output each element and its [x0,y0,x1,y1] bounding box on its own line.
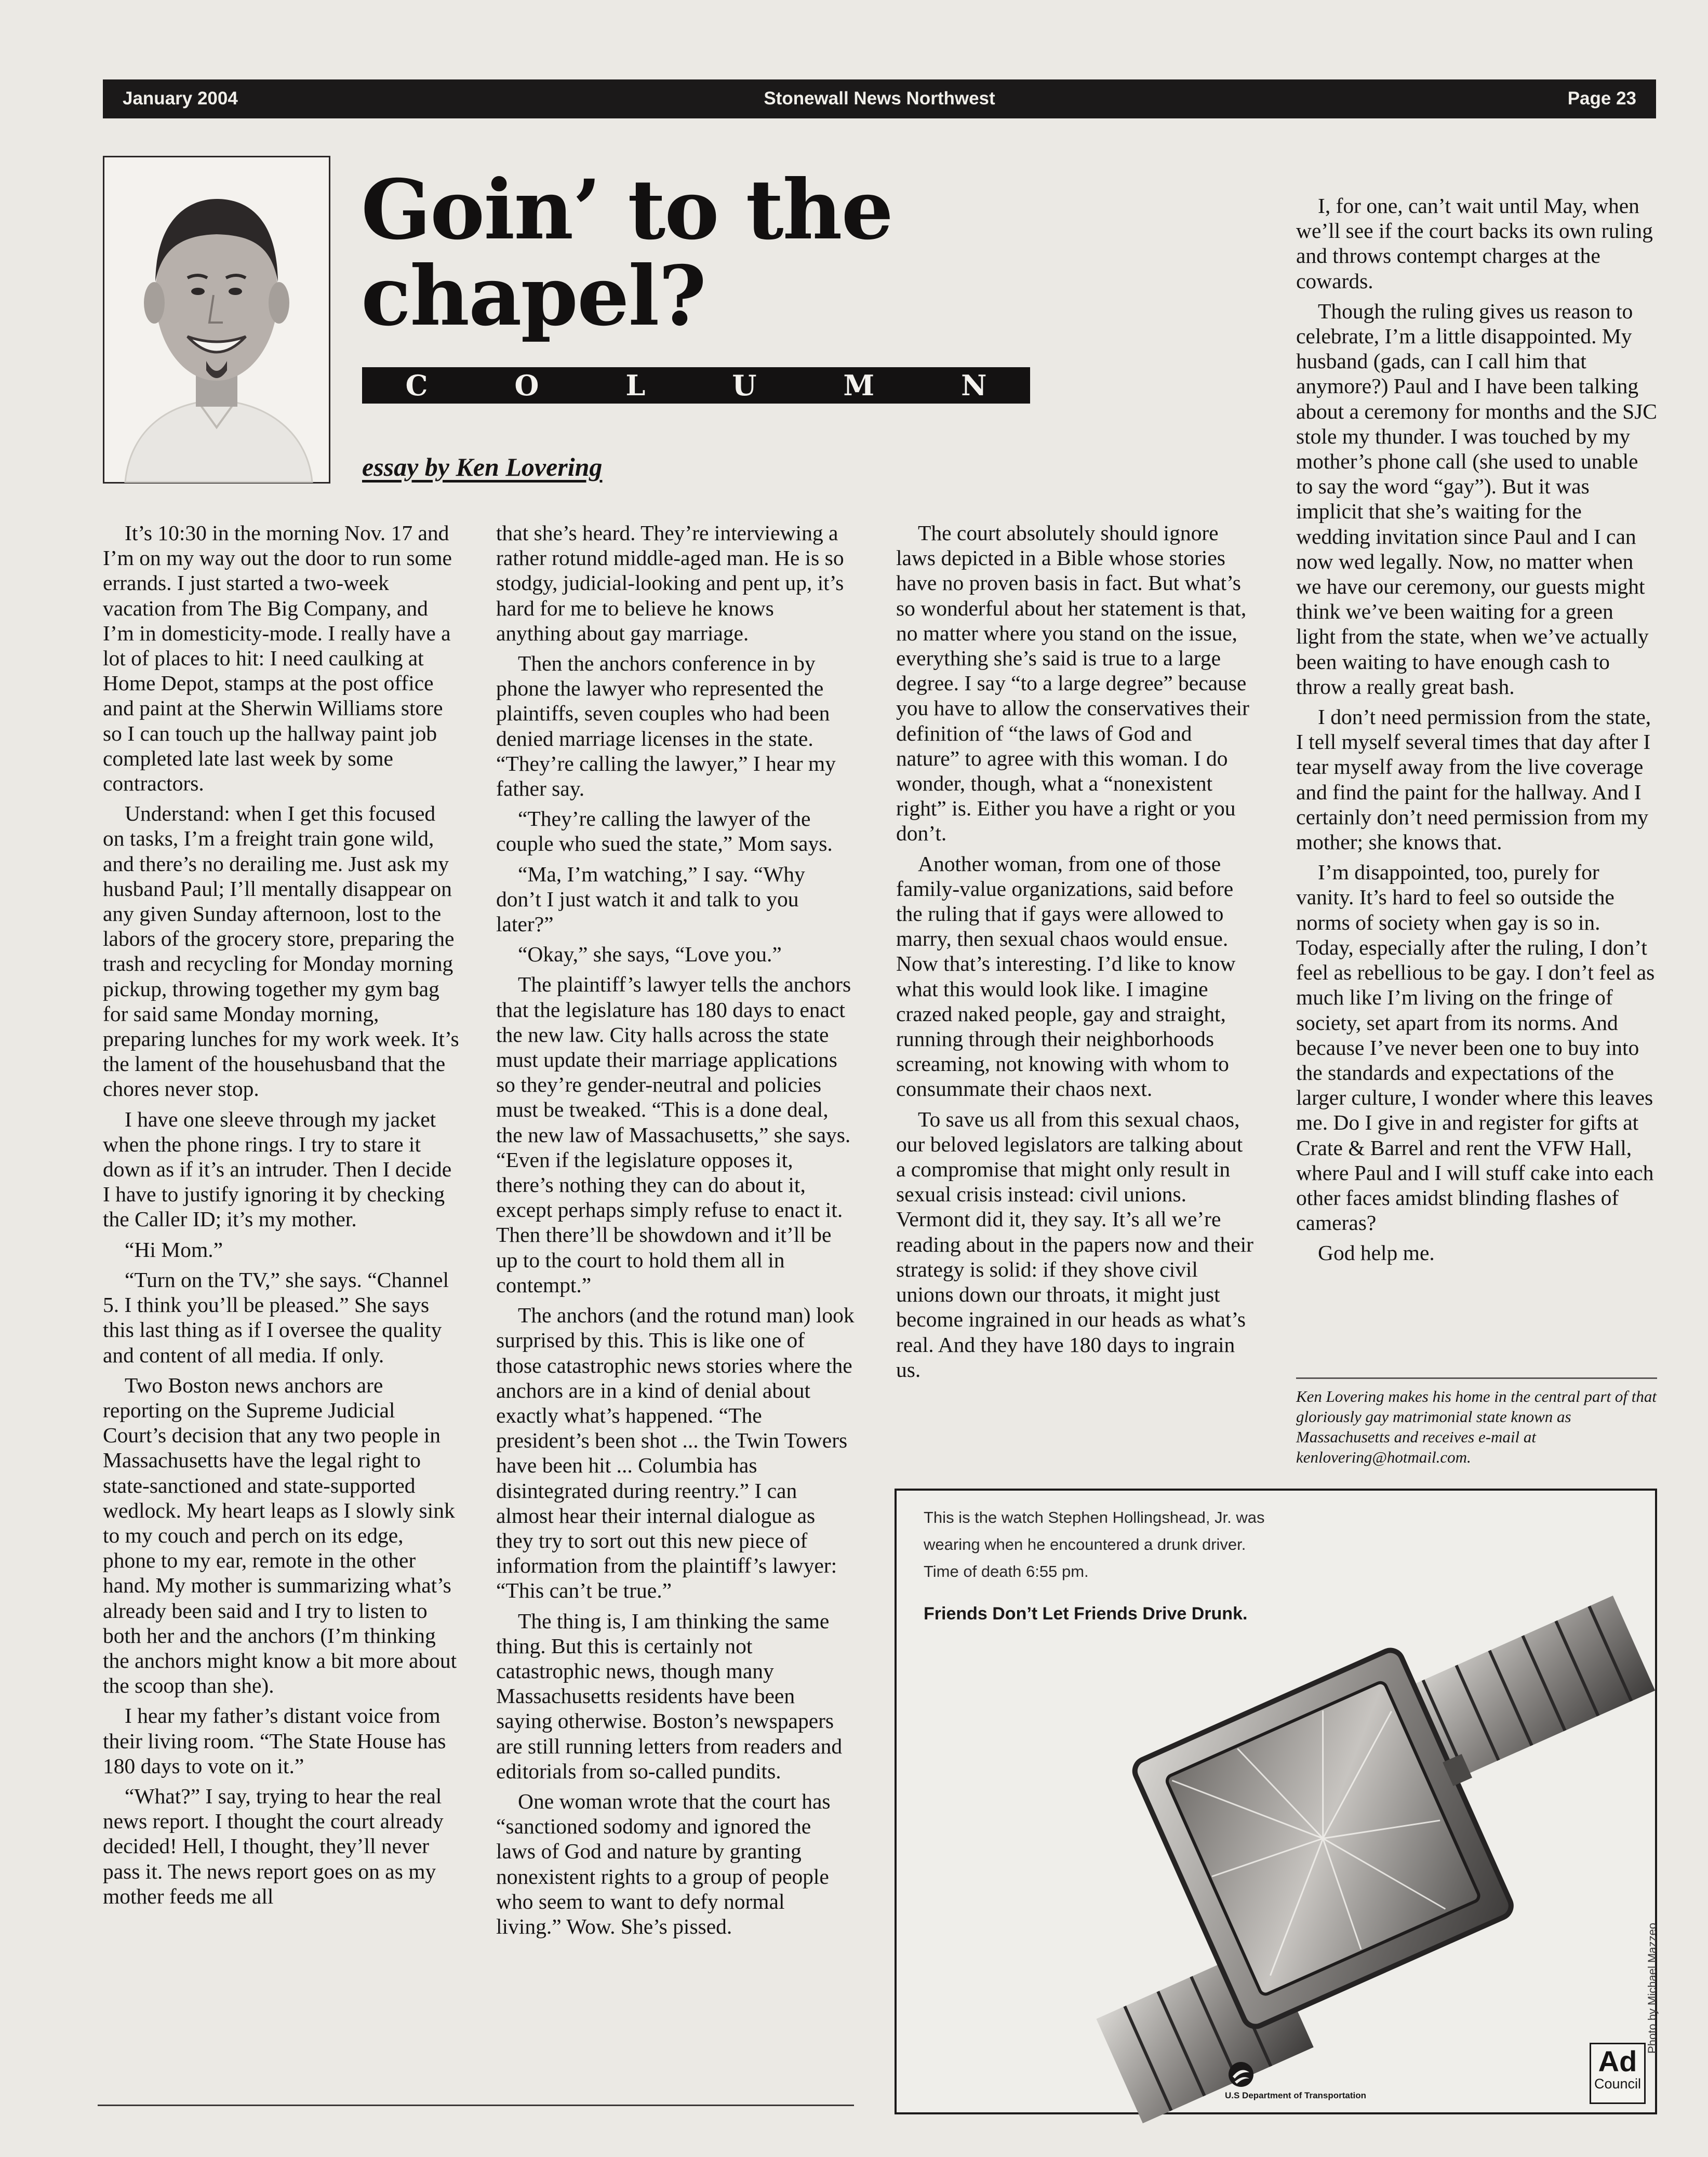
article-column-2 [496,520,855,1944]
paragraph: I don’t need permission from the state, I tell myself several times that day after I tear myself away from the live coverage and find the paint for the hallway. And I certainly don’t need permission from my mother; she knows that. [1296,705,1651,854]
paragraph: “Turn on the TV,” she says. “Channel 5. I think you’ll be pleased.” She says this last thing as if I oversee the quality and content of all media. If only. [103,1267,449,1367]
column-letter: M [843,369,875,402]
paragraph: I have one sleeve through my jacket when the phone rings. I try to stare it down as if it’s an intruder. Then I decide I have to justify ignoring it by checking the Caller ID; it’s my mother. [103,1107,452,1231]
ad-line: This is the watch Stephen Hollingshead, Jr. was [924,1508,1265,1526]
article-headline: Goin’ to the chapel? [361,162,892,344]
paragraph: It’s 10:30 in the morning Nov. 17 and I’m on my way out the door to run some errands. I just started a two-week vacation from The Big Company, and I’m in domesticity-mode. I really have a lot of places to hit: I need caulking at Home Depot, stamps at the post office and paint at the Sherwin Williams store so I can touch up the hallway paint job completed late last week by some contractors. [103,521,452,796]
author-photo [103,156,330,484]
article-column-4 [1296,193,1657,1271]
ad-line: Time of death 6:55 pm. [924,1562,1089,1580]
paragraph: Understand: when I get this focused on tasks, I’m a freight train gone wild, and there’s no derailing me. Just ask my husband Paul; I’ll mentally disappear on any given Sunday afternoon, lost to the labors of the grocery store, preparing the trash and recycling for Monday morning pickup, throwing together my gym bag for said same Monday morning, preparing lunches for my work week. It’s the lament of the househusband that the chores never stop. [103,801,459,1101]
paragraph: that she’s heard. They’re interviewing a rather rotund middle-aged man. He is so stodgy, judicial-looking and pent up, it’s hard for me to believe he knows anything about gay marriage. [496,521,844,645]
paragraph: One woman wrote that the court has “sanctioned sodomy and ignored the laws of God and nature by granting nonexistent rights to a group of people who seem to want to defy normal living.” Wow. She’s pissed. [496,1789,831,1938]
author-bio: Ken Lovering makes his home in the central part of that gloriously gay matrimonial state known as Massachusetts and receives e-mail at kenlovering@hotmail.com. [1296,1377,1657,1467]
issue-date: January 2004 [123,88,238,109]
bottom-rule [98,2105,854,2106]
paragraph: Then the anchors conference in by phone the lawyer who represented the plaintiffs, seven couples who had been denied marriage licenses in the state. “They’re calling the lawyer,” I hear my father say. [496,651,836,801]
column-letter: L [625,369,646,402]
photo-credit: Photo by Michael Mazzeo [1646,1923,1659,2054]
paragraph: Another woman, from one of those family-value organizations, said before the ruling that if gays were allowed to marry, then sexual chaos would ensue. Now that’s interesting. I’d like to know what this would look like. I imagine crazed naked people, gay and straight, running through their neighborhoods screaming, not knowing with whom to consummate their chaos next. [896,851,1236,1101]
article-column-3 [896,520,1255,1387]
page-number: Page 23 [1567,88,1636,109]
paragraph: Though the ruling gives us reason to celebrate, I’m a little disappointed. My husband (gads, can I call him that anymore?) Paul and I have been talking about a ceremony for months and the SJC stole my thunder. I was touched by my mother’s phone call (she used to unable to say the word “gay”). But it was implicit that she’s waiting for the wedding invitation since Paul and I can now wed legally. Now, no matter when we have our ceremony, our guests might think we’ve been waiting for a green light from the state, when we’ve actually been waiting to have enough cash to throw a really great bash. [1296,299,1657,699]
publication-name: Stonewall News Northwest [764,88,995,109]
ad-slogan: Friends Don’t Let Friends Drive Drunk. [924,1604,1248,1624]
dot-label: U.S Department of Transportation [1225,2091,1367,2100]
paragraph: “What?” I say, trying to hear the real news report. I thought the court already decided! Hell, I thought, they’ll never pass it. The news report goes on as my mother feeds me all [103,1784,444,1908]
column-letter: O [514,369,539,402]
ad-council-bottom: Council [1594,2076,1642,2092]
paragraph: Two Boston news anchors are reporting on the Supreme Judicial Court’s decision that any two people in Massachusetts have the legal right to state-sanctioned and state-supported wedlock. My heart leaps as I slowly sink to my couch and perch on its edge, phone to my ear, remote in the other hand. My mother is summarizing what’s already been said and I try to listen to both her and the anchors (I’m thinking the anchors might know a bit more about the scoop than she). [103,1373,457,1698]
paragraph: The court absolutely should ignore laws depicted in a Bible whose stories have no proven basis in fact. But what’s so wonderful about her statement is that, no matter where you stand on the issue, everything she’s said is true to a large degree. I say “to a large degree” because you have to allow the conservatives their definition of “the laws of God and nature” to agree with this woman. I do wonder, though, what a “nonexistent right” is. Either you have a right or you don’t. [896,521,1249,846]
column-letter: N [961,369,987,402]
article-column-1 [103,520,461,1914]
paragraph: “Okay,” she says, “Love you.” [518,942,782,967]
paragraph: “They’re calling the lawyer of the couple who sued the state,” Mom says. [496,807,833,856]
byline: essay by Ken Lovering [362,452,603,481]
column-letter: C [405,369,428,402]
paragraph: “Hi Mom.” [125,1237,223,1262]
paragraph: The plaintiff’s lawyer tells the anchors that the legislature has 180 days to enact the new law. City halls across the state must update their marriage applications so they’re gender-neutral and policies must be tweaked. “This is a done deal, the new law of Massachusetts,” she says. “Even if the legislature opposes it, there’s nothing they can do about it, except perhaps simply refuse to enact it. Then there’ll be showdown and it’ll be up to the court to hold them all in contempt.” [496,972,851,1297]
ad-copy [924,1504,1391,1585]
paragraph: To save us all from this sexual chaos, our beloved legislators are talking about a compromise that might only result in sexual crisis instead: civil unions. Vermont did it, they say. It’s all we’re reading about in the papers now and their strategy is solid: if they shove civil unions down our throats, it might just become ingrained in our heads as what’s real. And they have 180 days to ingrain us. [896,1107,1253,1382]
paragraph: The thing is, I am thinking the same thing. But this is certainly not catastrophic news, though many Massachusetts residents have been saying otherwise. Boston’s newspapers are still running letters from readers and editorials from so-called pundits. [496,1609,843,1783]
column-letter: U [732,369,757,402]
psa-advertisement [895,1489,1657,2114]
paragraph: I hear my father’s distant voice from their living room. “The State House has 180 days to vote on it.” [103,1704,446,1778]
page-header-bar [103,79,1656,118]
paragraph: God help me. [1318,1241,1435,1265]
ad-council-logo [1590,2043,1646,2104]
ad-line: wearing when he encountered a drunk driver. [924,1535,1246,1553]
paragraph: I’m disappointed, too, purely for vanity. It’s hard to feel so outside the norms of society when gay is so in. Today, especially after the ruling, I don’t feel as rebellious to be gay. I don’t feel as much like I’m living on the fringe of society, set apart from its norms. And because I’ve never been one to buy into the standards and expectations of the larger culture, I wonder where this leaves me. Do I give in and register for gifts at Crate & Barrel and rent the VFW Hall, where Paul and I will stuff cake into each other faces amidst blinding flashes of cameras? [1296,860,1655,1235]
ad-council-top: Ad [1598,2045,1637,2078]
paragraph: “Ma, I’m watching,” I say. “Why don’t I just watch it and talk to you later?” [496,862,805,936]
paragraph: The anchors (and the rotund man) look surprised by this. This is like one of those catastrophic news stories where the anchors are in a kind of denial about exactly what’s happened. “The president’s been shot ... the Twin Towers have been hit ... Columbia has disintegrated during reentry.” I can almost hear their internal dialogue as they try to sort out this new piece of information from the plaintiff’s lawyer: “This can’t be true.” [496,1303,855,1603]
dot-logo-icon [1227,2061,1255,2088]
column-label-bar [362,367,1030,404]
paragraph: I, for one, can’t wait until May, when we’ll see if the court backs its own ruling and throws contempt charges at the cowards. [1296,194,1653,293]
